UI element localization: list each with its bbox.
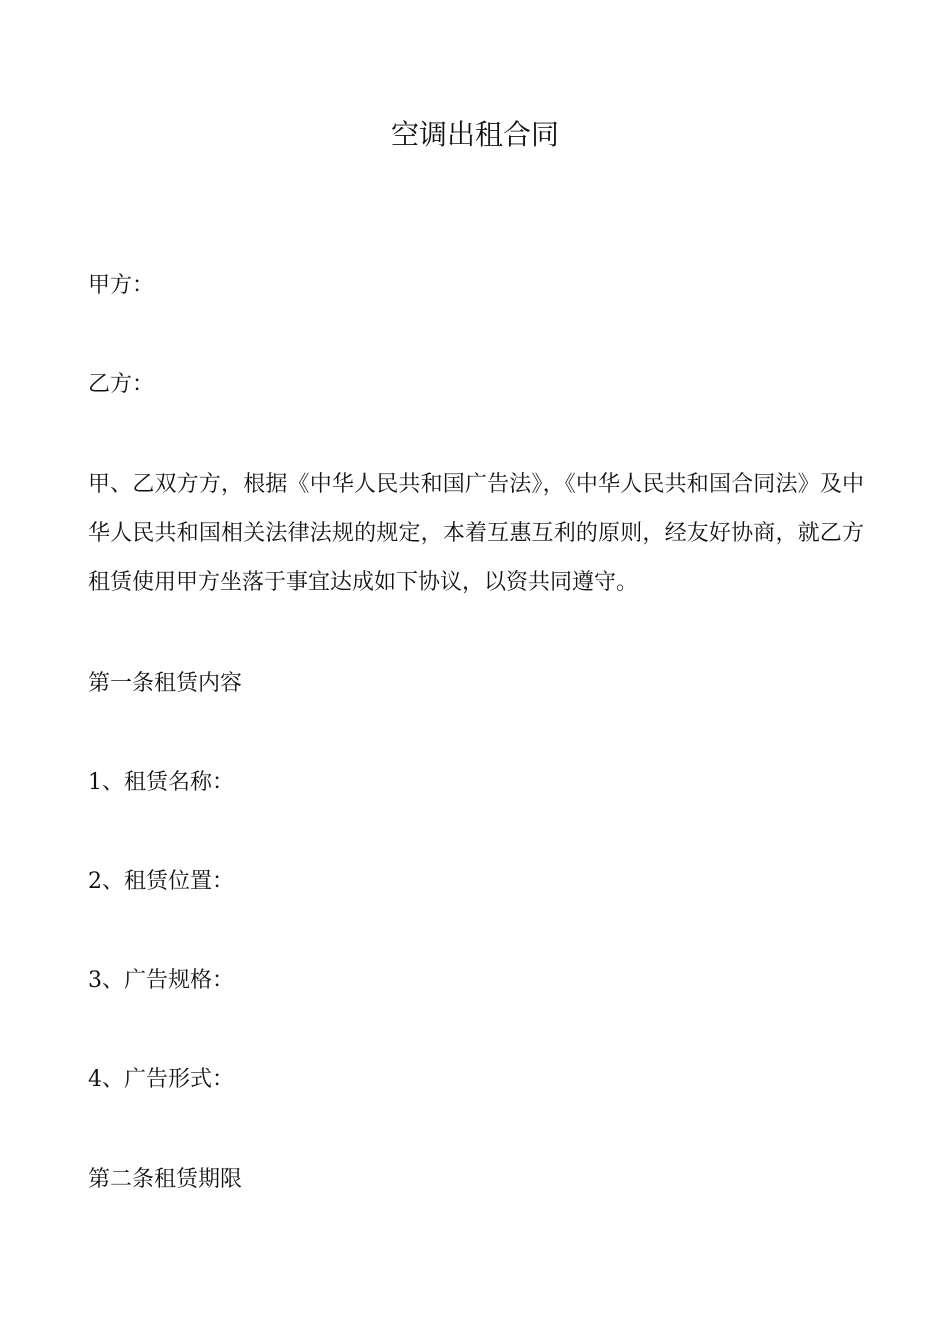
article-2-heading: 第二条租赁期限	[88, 1167, 243, 1192]
item-2-rental-location: 2、租赁位置：	[88, 869, 234, 894]
party-a-label: 甲方：	[88, 273, 155, 298]
item-1-rental-name: 1、租赁名称：	[88, 770, 234, 795]
article-1-heading: 第一条租赁内容	[88, 671, 243, 696]
party-b-label: 乙方：	[88, 372, 155, 397]
item-4-ad-form: 4、广告形式：	[88, 1067, 234, 1092]
preamble-paragraph: 甲、乙双方方，根据《中华人民共和国广告法》，《中华人民共和国合同法》及中华人民共和国相关法律法规的规定，本着互惠互利的原则，经友好协商，就乙方租赁使用甲方坐落于事宜达成如下协议，以资共同遵守。	[88, 472, 864, 595]
document-title: 空调出租合同	[390, 118, 559, 151]
item-3-ad-specification: 3、广告规格：	[88, 968, 234, 993]
